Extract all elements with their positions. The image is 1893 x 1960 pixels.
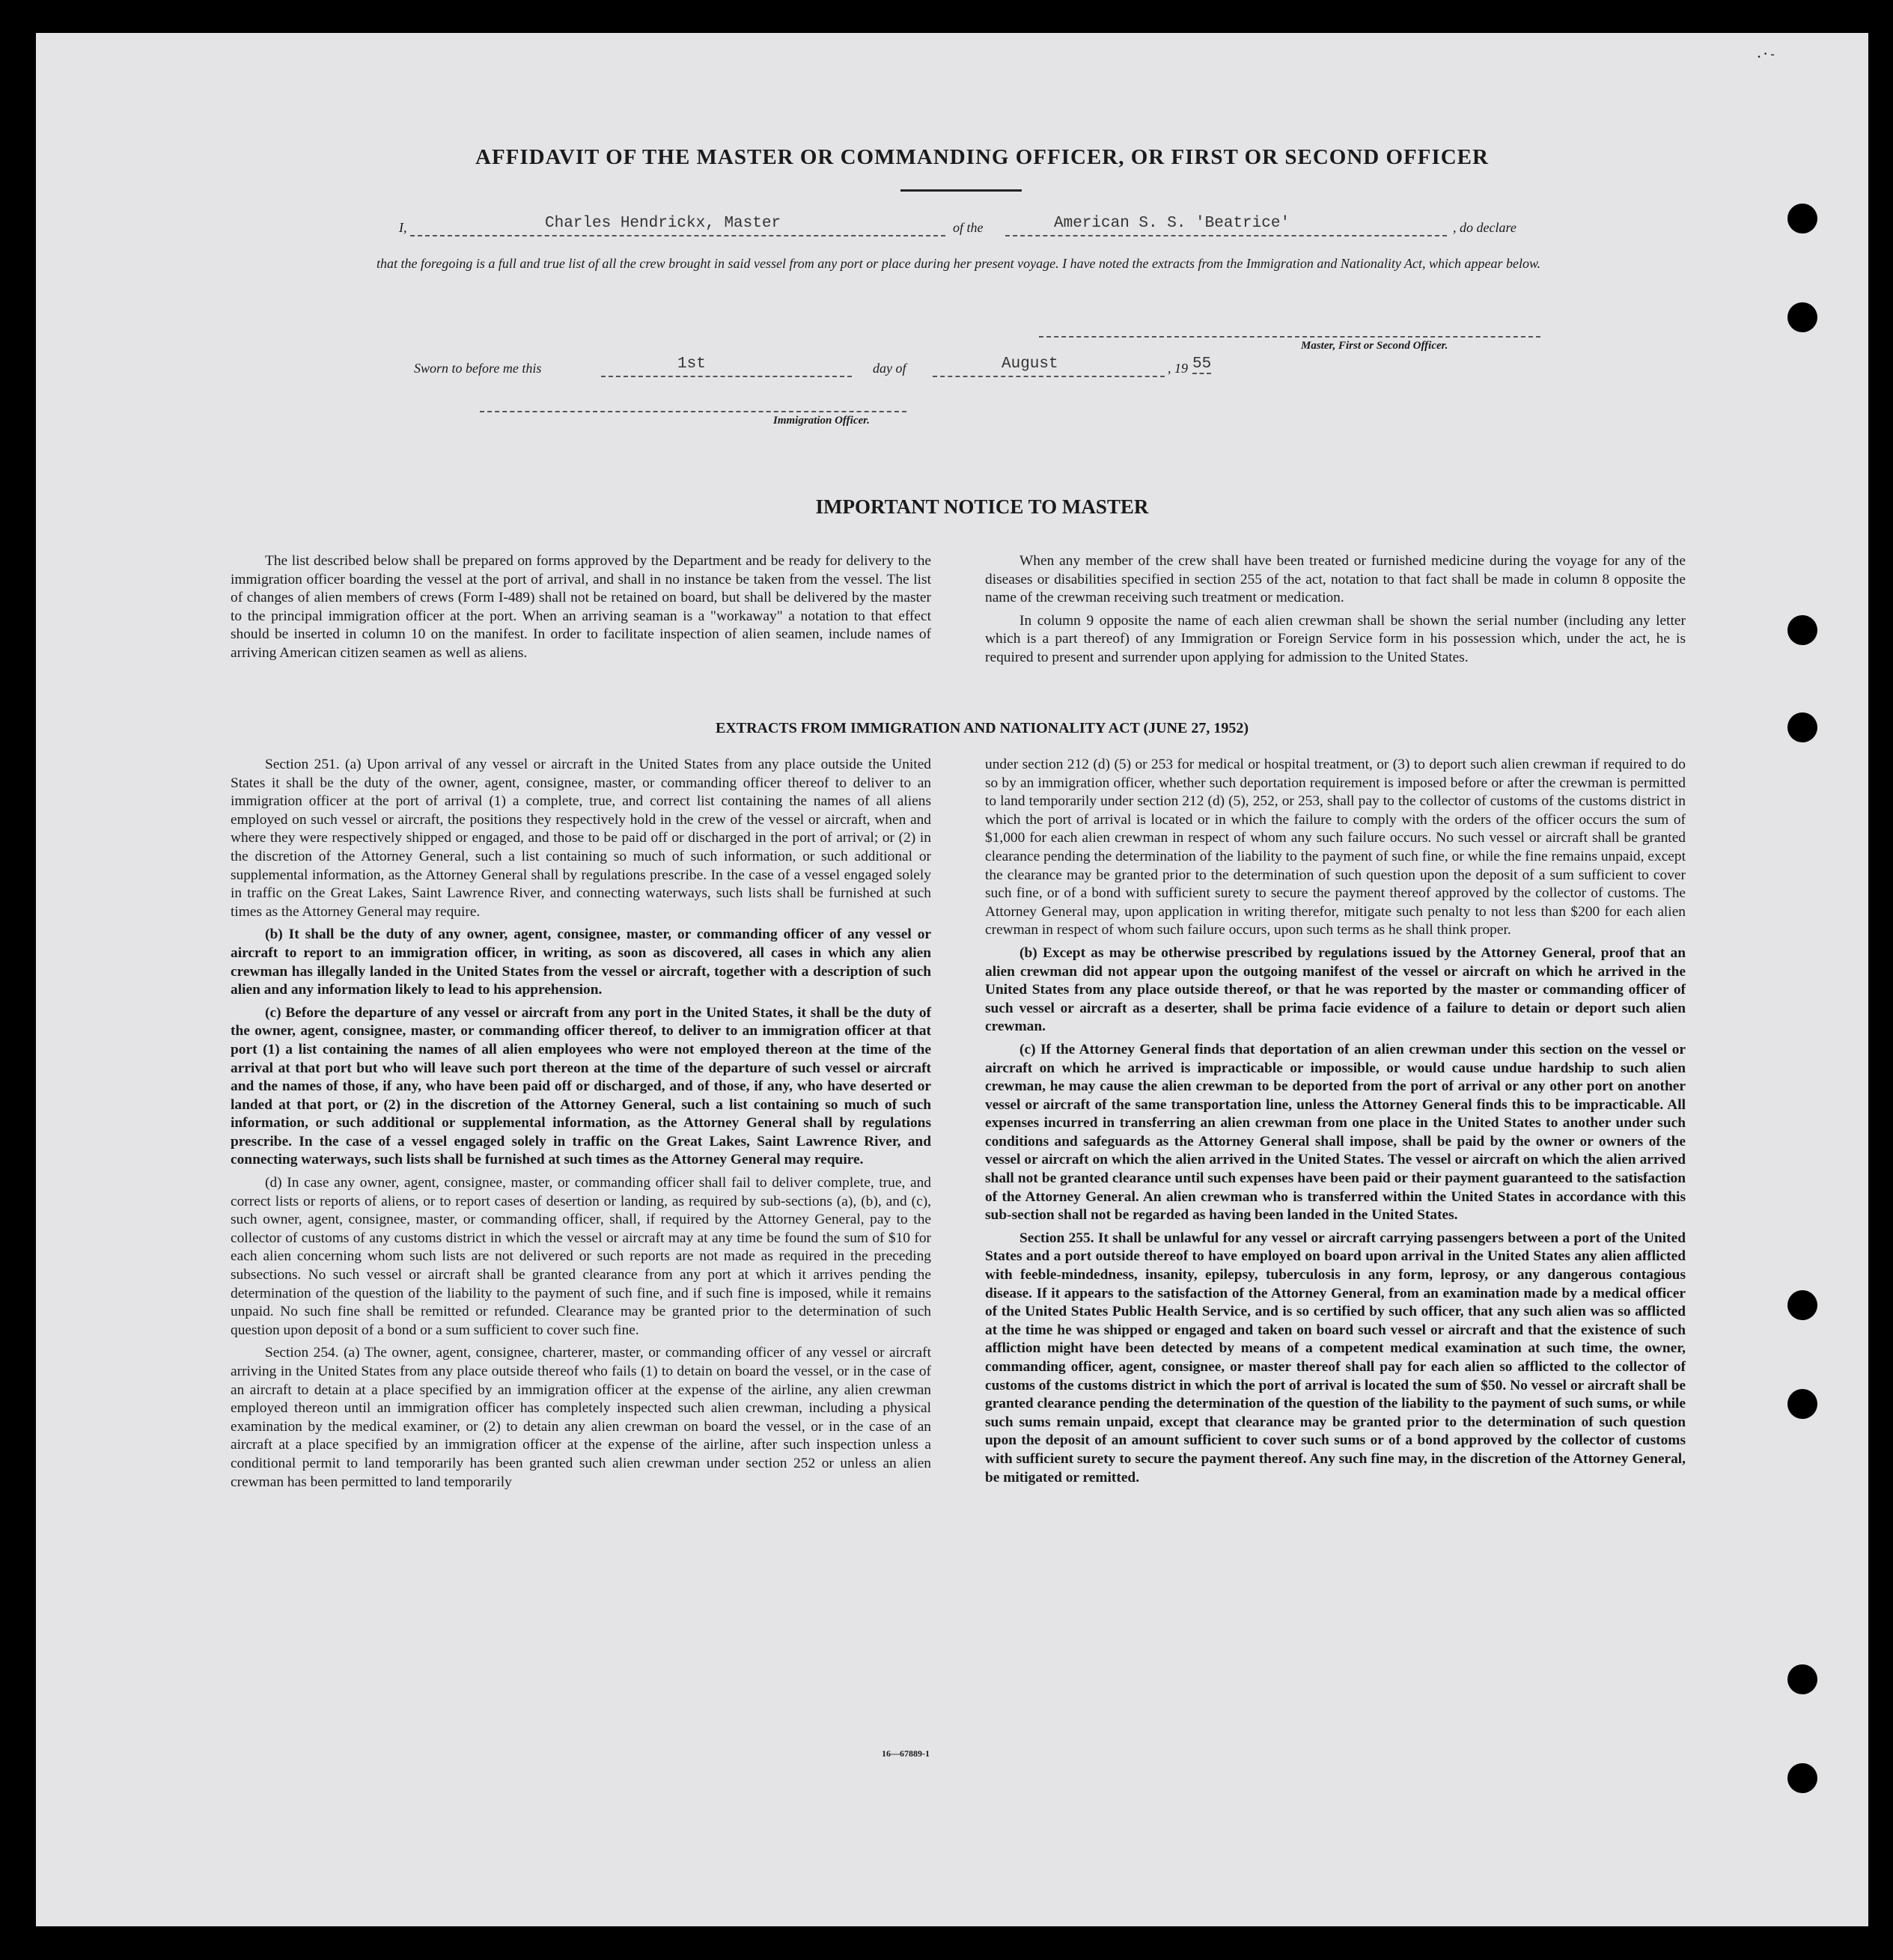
- day-line: [601, 376, 852, 377]
- month-line: [933, 376, 1165, 377]
- vessel-name: American S. S. 'Beatrice': [1054, 215, 1290, 232]
- extracts-left-column: [231, 756, 931, 1496]
- binder-hole: [1787, 302, 1817, 332]
- vessel-line: [1005, 235, 1447, 236]
- binder-hole: [1787, 615, 1817, 645]
- sworn-day: 1st: [677, 355, 706, 373]
- document-page: [36, 33, 1868, 1926]
- title-rule: [900, 189, 1022, 192]
- affidavit-statement: that the foregoing is a full and true list of all the crew brought in said vessel from any port or place during her present voyage. I have noted the extracts from the Immigration and Nationality Act, which appear below.: [377, 256, 1541, 271]
- extract-paragraph: Section 251. (a) Upon arrival of any vessel or aircraft in the United States from any place outside the United States it shall be the duty of the owner, agent, consignee, master, or commanding officer thereof to deliver to an immigration officer at the port of arrival (1) a complete, true, and correct list containing the names of all aliens employed on such vessel or aircraft, the positions they respectively hold in the crew of the vessel or aircraft, when and where they were respectively shipped or engaged, and those to be paid off or discharged in the port of arrival; or (2) in the discretion of the Attorney General, such a list containing so much of such information, or such additional or supplemental information, as the Attorney General shall by regulations prescribe. In the case of a vessel engaged solely in traffic on the Great Lakes, Saint Lawrence River, and connecting waterways, such lists shall be furnished at such times as the Attorney General may require.: [231, 757, 931, 920]
- sworn-year: 55: [1192, 355, 1212, 373]
- edge-marks: . · -: [1758, 48, 1775, 61]
- notice-paragraph: In column 9 opposite the name of each alien crewman shall be shown the serial number (including any letter which is a part thereof) of any Immigration or Foreign Service form in his possession which, under the act, he is required to present and surrender upon applying for admission to the United States.: [985, 612, 1686, 665]
- extract-paragraph: Section 254. (a) The owner, agent, consignee, charterer, master, or commanding officer of any vessel or aircraft arriving in the United States from any place outside thereof who fails (1) to detain on board the vessel, or in the case of an aircraft to detain at a place specified by an immigration officer at the expense of the airline, any alien crewman employed thereon until an immigration officer has completely inspected such alien crewman, including a physical examination by the medical examiner, or (2) to detain any alien crewman on board the vessel, or in the case of an aircraft at a place specified by an immigration officer at the expense of the airline, after such inspection unless a conditional permit to land temporarily has been granted such alien crewman under section 252 or unless an alien crewman has been permitted to land temporarily: [231, 1345, 931, 1490]
- affidavit-i: I,: [399, 220, 407, 235]
- binder-hole: [1787, 1664, 1817, 1694]
- extract-paragraph: (d) In case any owner, agent, consignee, master, or commanding officer shall fail to deliver complete, true, and correct lists or reports of aliens, or to report cases of desertion or landing, as required by sub-sections (a), (b), and (c), such owner, agent, consignee, master, or commanding officer, shall, if required by the Attorney General, pay to the collector of customs of any customs district in which the vessel or aircraft may at any time be found the sum of $10 for each alien concerning whom such lists are not delivered or such reports are not made as required in the preceding subsections. No such vessel or aircraft shall be granted clearance from any port at which it arrives pending the determination of the question of the liability to the payment of such fine, and if such fine is imposed, while it remains unpaid. No such fine shall be remitted or refunded. Clearance may be granted prior to the determination of such question upon deposit of a bond or a sum sufficient to cover such fine.: [231, 1175, 931, 1338]
- master-name: Charles Hendrickx, Master: [545, 215, 781, 232]
- sworn-month: August: [1002, 355, 1058, 373]
- extracts-title: EXTRACTS FROM IMMIGRATION AND NATIONALITY ACT (JUNE 27, 1952): [715, 720, 1249, 736]
- binder-hole: [1787, 1389, 1817, 1419]
- binder-hole: [1787, 712, 1817, 742]
- extracts-right-column: [985, 756, 1686, 1492]
- day-of-label: day of: [873, 361, 906, 376]
- master-signature-caption: Master, First or Second Officer.: [1301, 340, 1448, 352]
- notice-left-column: [231, 552, 931, 668]
- notice-right-column: [985, 552, 1686, 672]
- immigration-officer-line: [480, 411, 906, 412]
- extract-paragraph: (b) It shall be the duty of any owner, agent, consignee, master, or commanding officer of any vessel or aircraft to report to an immigration officer, in writing, as soon as discovered, all cases in which any alien crewman has illegally landed in the United States from the vessel or aircraft, together with a description of such alien and any information likely to lead to his apprehension.: [231, 926, 931, 998]
- notice-title: IMPORTANT NOTICE TO MASTER: [815, 495, 1149, 518]
- extract-paragraph: (c) If the Attorney General finds that deportation of an alien crewman under this section on the vessel or aircraft on which he arrived is impracticable or impossible, or would cause undue hardship to such alien crewman, he may cause the alien crewman to be deported from the port of arrival or any other port on another vessel or aircraft of the same transportation line, unless the Attorney General finds this to be impracticable. All expenses incurred in transferring an alien crewman from one place in the United States to another under such conditions and safeguards as the Attorney General shall impose, shall be paid by the owner or owners of the vessel or aircraft on which the alien arrived in the United States. The vessel or aircraft on which the alien arrived shall not be granted clearance until such expenses have been paid or their payment guaranteed to the satisfaction of the Attorney General. An alien crewman who is transferred within the United States in accordance with this sub-section shall not be regarded as having been landed in the United States.: [985, 1041, 1686, 1224]
- binder-hole: [1787, 204, 1817, 233]
- extract-paragraph: (c) Before the departure of any vessel or aircraft from any port in the United States, it shall be the duty of the owner, agent, consignee, master, or commanding officer thereof, to deliver to an immigration officer at that port (1) a list containing the names of all alien employees who were not employed thereon at the time of the arrival at that port but who will leave such port thereon at the time of the departure of such vessel or aircraft and the names of those, if any, who have been paid off or discharged, and of those, if any, who have deserted or landed at that port, or (2) in the discretion of the Attorney General, such a list containing so much of such information, or such additional or supplemental information, as the Attorney General shall by regulations prescribe. In the case of a vessel engaged solely in traffic on the Great Lakes, Saint Lawrence River, and connecting waterways, such lists shall be furnished at such times as the Attorney General may require.: [231, 1004, 931, 1168]
- notice-paragraph: The list described below shall be prepared on forms approved by the Department and be ready for delivery to the immigration officer boarding the vessel at the port of arrival, and shall in no instance be taken from the vessel. The list of changes of alien members of crews (Form I-489) shall not be retained on board, but shall be delivered by the master to the principal immigration officer at the port. When an arriving seaman is a "workaway" a notation to that effect should be inserted in column 10 on the manifest. In order to facilitate inspection of alien seamen, include names of arriving American citizen seamen as well as aliens.: [231, 553, 931, 661]
- year-prefix: , 19: [1168, 361, 1188, 376]
- sworn-label: Sworn to before me this: [414, 361, 542, 376]
- form-number: 16—67889-1: [882, 1748, 930, 1759]
- binder-hole: [1787, 1763, 1817, 1793]
- immigration-officer-caption: Immigration Officer.: [773, 415, 870, 427]
- master-name-line: [410, 235, 945, 236]
- master-signature-line: [1039, 336, 1540, 338]
- notice-paragraph: When any member of the crew shall have been treated or furnished medicine during the voyage for any of the diseases or disabilities specified in section 255 of the act, notation to that fact shall be made in column 8 opposite the name of the crewman receiving such treatment or medication.: [985, 553, 1686, 606]
- extract-paragraph: under section 212 (d) (5) or 253 for medical or hospital treatment, or (3) to deport such alien crewman if required to do so by an immigration officer, whether such deportation requirement is imposed before or after the crewman is permitted to land temporarily under section 212 (d) (5), 252, or 253, shall pay to the collector of customs of the customs district in which the port of arrival is located or in which the failure to comply with the orders of the officer occurs the sum of $1,000 for each alien crewman in respect of whom any such failure occurs. No such vessel or aircraft shall be granted clearance pending the determination of the liability to the payment of such fine, or while the fine remains unpaid, except the clearance may be granted prior to the determination of such question upon the deposit of a sum sufficient to cover such fine, or of a bond with sufficient surety to secure the payment thereof approved by the collector of customs. The Attorney General may, upon application in writing therefor, mitigate such penalty to not less than $200 for each alien crewman in respect of whom such failure occurs, upon such terms as he shall think proper.: [985, 757, 1686, 938]
- affidavit-of-the: of the: [953, 220, 984, 235]
- affidavit-title: AFFIDAVIT OF THE MASTER OR COMMANDING OFFICER, OR FIRST OR SECOND OFFICER: [475, 145, 1489, 169]
- binder-hole: [1787, 1290, 1817, 1320]
- extract-paragraph: (b) Except as may be otherwise prescribed by regulations issued by the Attorney General, proof that an alien crewman did not appear upon the outgoing manifest of the vessel or aircraft on which he arrived in the United States from any place outside thereof, or that he was reported by the master or commanding officer of such vessel or aircraft as a deserter, shall be prima facie evidence of a failure to detain or deport such alien crewman.: [985, 944, 1686, 1035]
- affidavit-do-declare: , do declare: [1453, 220, 1516, 235]
- extract-paragraph: Section 255. It shall be unlawful for any vessel or aircraft carrying passengers between a port of the United States and a port outside thereof to have employed on board upon arrival in the United States any alien afflicted with feeble-mindedness, insanity, epilepsy, tuberculosis in any form, leprosy, or any dangerous contagious disease. If it appears to the satisfaction of the Attorney General, from an examination made by a medical officer of the United States Public Health Service, and is so certified by such officer, that any such alien was so afflicted at the time he was shipped or engaged and taken on board such vessel or aircraft and that the existence of such affliction might have been detected by means of a competent medical examination at such time, the owner, commanding officer, agent, consignee, or master thereof shall pay for each alien so afflicted to the collector of customs of the customs district in which the port of arrival is located the sum of $50. No vessel or aircraft shall be granted clearance pending the determination of the question of the liability to the payment of such sums, or while such sums remain unpaid, except that clearance may be granted prior to the determination of such question upon the deposit of an amount sufficient to cover such sums or of a bond approved by the collector of customs with sufficient surety to secure the payment thereof. Any such fine may, in the discretion of the Attorney General, be mitigated or remitted.: [985, 1230, 1686, 1486]
